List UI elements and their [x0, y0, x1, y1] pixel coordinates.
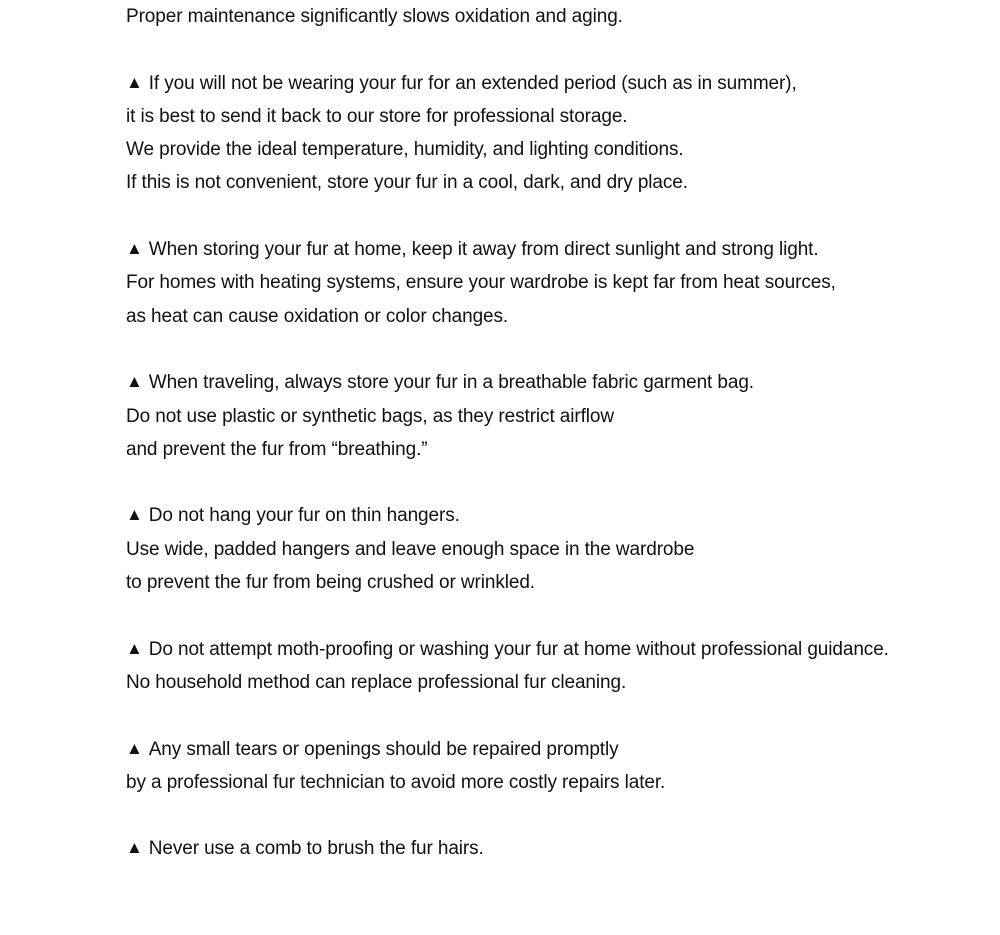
tip-line: and prevent the fur from “breathing.” [126, 438, 428, 460]
tip-line: Do not use plastic or synthetic bags, as they restrict airflow [126, 405, 615, 427]
tip-line: ▲ Never use a comb to brush the fur hairs. [126, 832, 986, 865]
triangle-bullet-icon: ▲ [126, 638, 143, 658]
tip-2 [126, 233, 986, 333]
tip-line: ▲ When traveling, always store your fur in a breathable fabric garment bag. [126, 366, 986, 399]
spacer [126, 333, 986, 366]
triangle-bullet-icon: ▲ [126, 738, 143, 758]
tip-line: ▲ Any small tears or openings should be repaired promptly [126, 733, 986, 766]
tip-line: by a professional fur technician to avoid more costly repairs later. [126, 771, 666, 793]
triangle-bullet-icon: ▲ [126, 72, 143, 92]
tip-line: ▲ Do not hang your fur on thin hangers. [126, 499, 986, 532]
triangle-bullet-icon: ▲ [126, 372, 143, 392]
tip-line: to prevent the fur from being crushed or wrinkled. [126, 572, 535, 594]
spacer [126, 200, 986, 233]
spacer [126, 599, 986, 632]
tip-line: as heat can cause oxidation or color changes. [126, 305, 509, 327]
spacer [126, 466, 986, 499]
intro-text: Proper maintenance significantly slows oxidation and aging. [126, 6, 623, 27]
tip-line: If this is not convenient, store your fur in a cool, dark, and dry place. [126, 172, 688, 194]
tip-5 [126, 633, 986, 700]
spacer [126, 799, 986, 832]
spacer [126, 33, 986, 66]
triangle-bullet-icon: ▲ [126, 505, 143, 525]
tip-line: No household method can replace professional fur cleaning. [126, 671, 627, 693]
tip-line: it is best to send it back to our store for professional storage. [126, 105, 628, 127]
tip-4 [126, 499, 986, 599]
tip-line: For homes with heating systems, ensure your wardrobe is kept far from heat sources, [126, 272, 836, 294]
triangle-bullet-icon: ▲ [126, 239, 143, 259]
tip-line: ▲ When storing your fur at home, keep it away from direct sunlight and strong light. [126, 233, 986, 266]
tip-1 [126, 67, 986, 200]
tip-3 [126, 366, 986, 466]
care-instructions [126, 0, 986, 866]
tip-line: ▲ If you will not be wearing your fur for an extended period (such as in summer), [126, 67, 986, 100]
tip-line: ▲ Do not attempt moth-proofing or washing your fur at home without professional guidance. [126, 633, 986, 666]
tip-line: We provide the ideal temperature, humidity, and lighting conditions. [126, 139, 684, 161]
tip-6 [126, 733, 986, 800]
tip-line: Use wide, padded hangers and leave enough space in the wardrobe [126, 538, 695, 560]
spacer [126, 699, 986, 732]
tip-7 [126, 832, 986, 865]
triangle-bullet-icon: ▲ [126, 838, 143, 858]
